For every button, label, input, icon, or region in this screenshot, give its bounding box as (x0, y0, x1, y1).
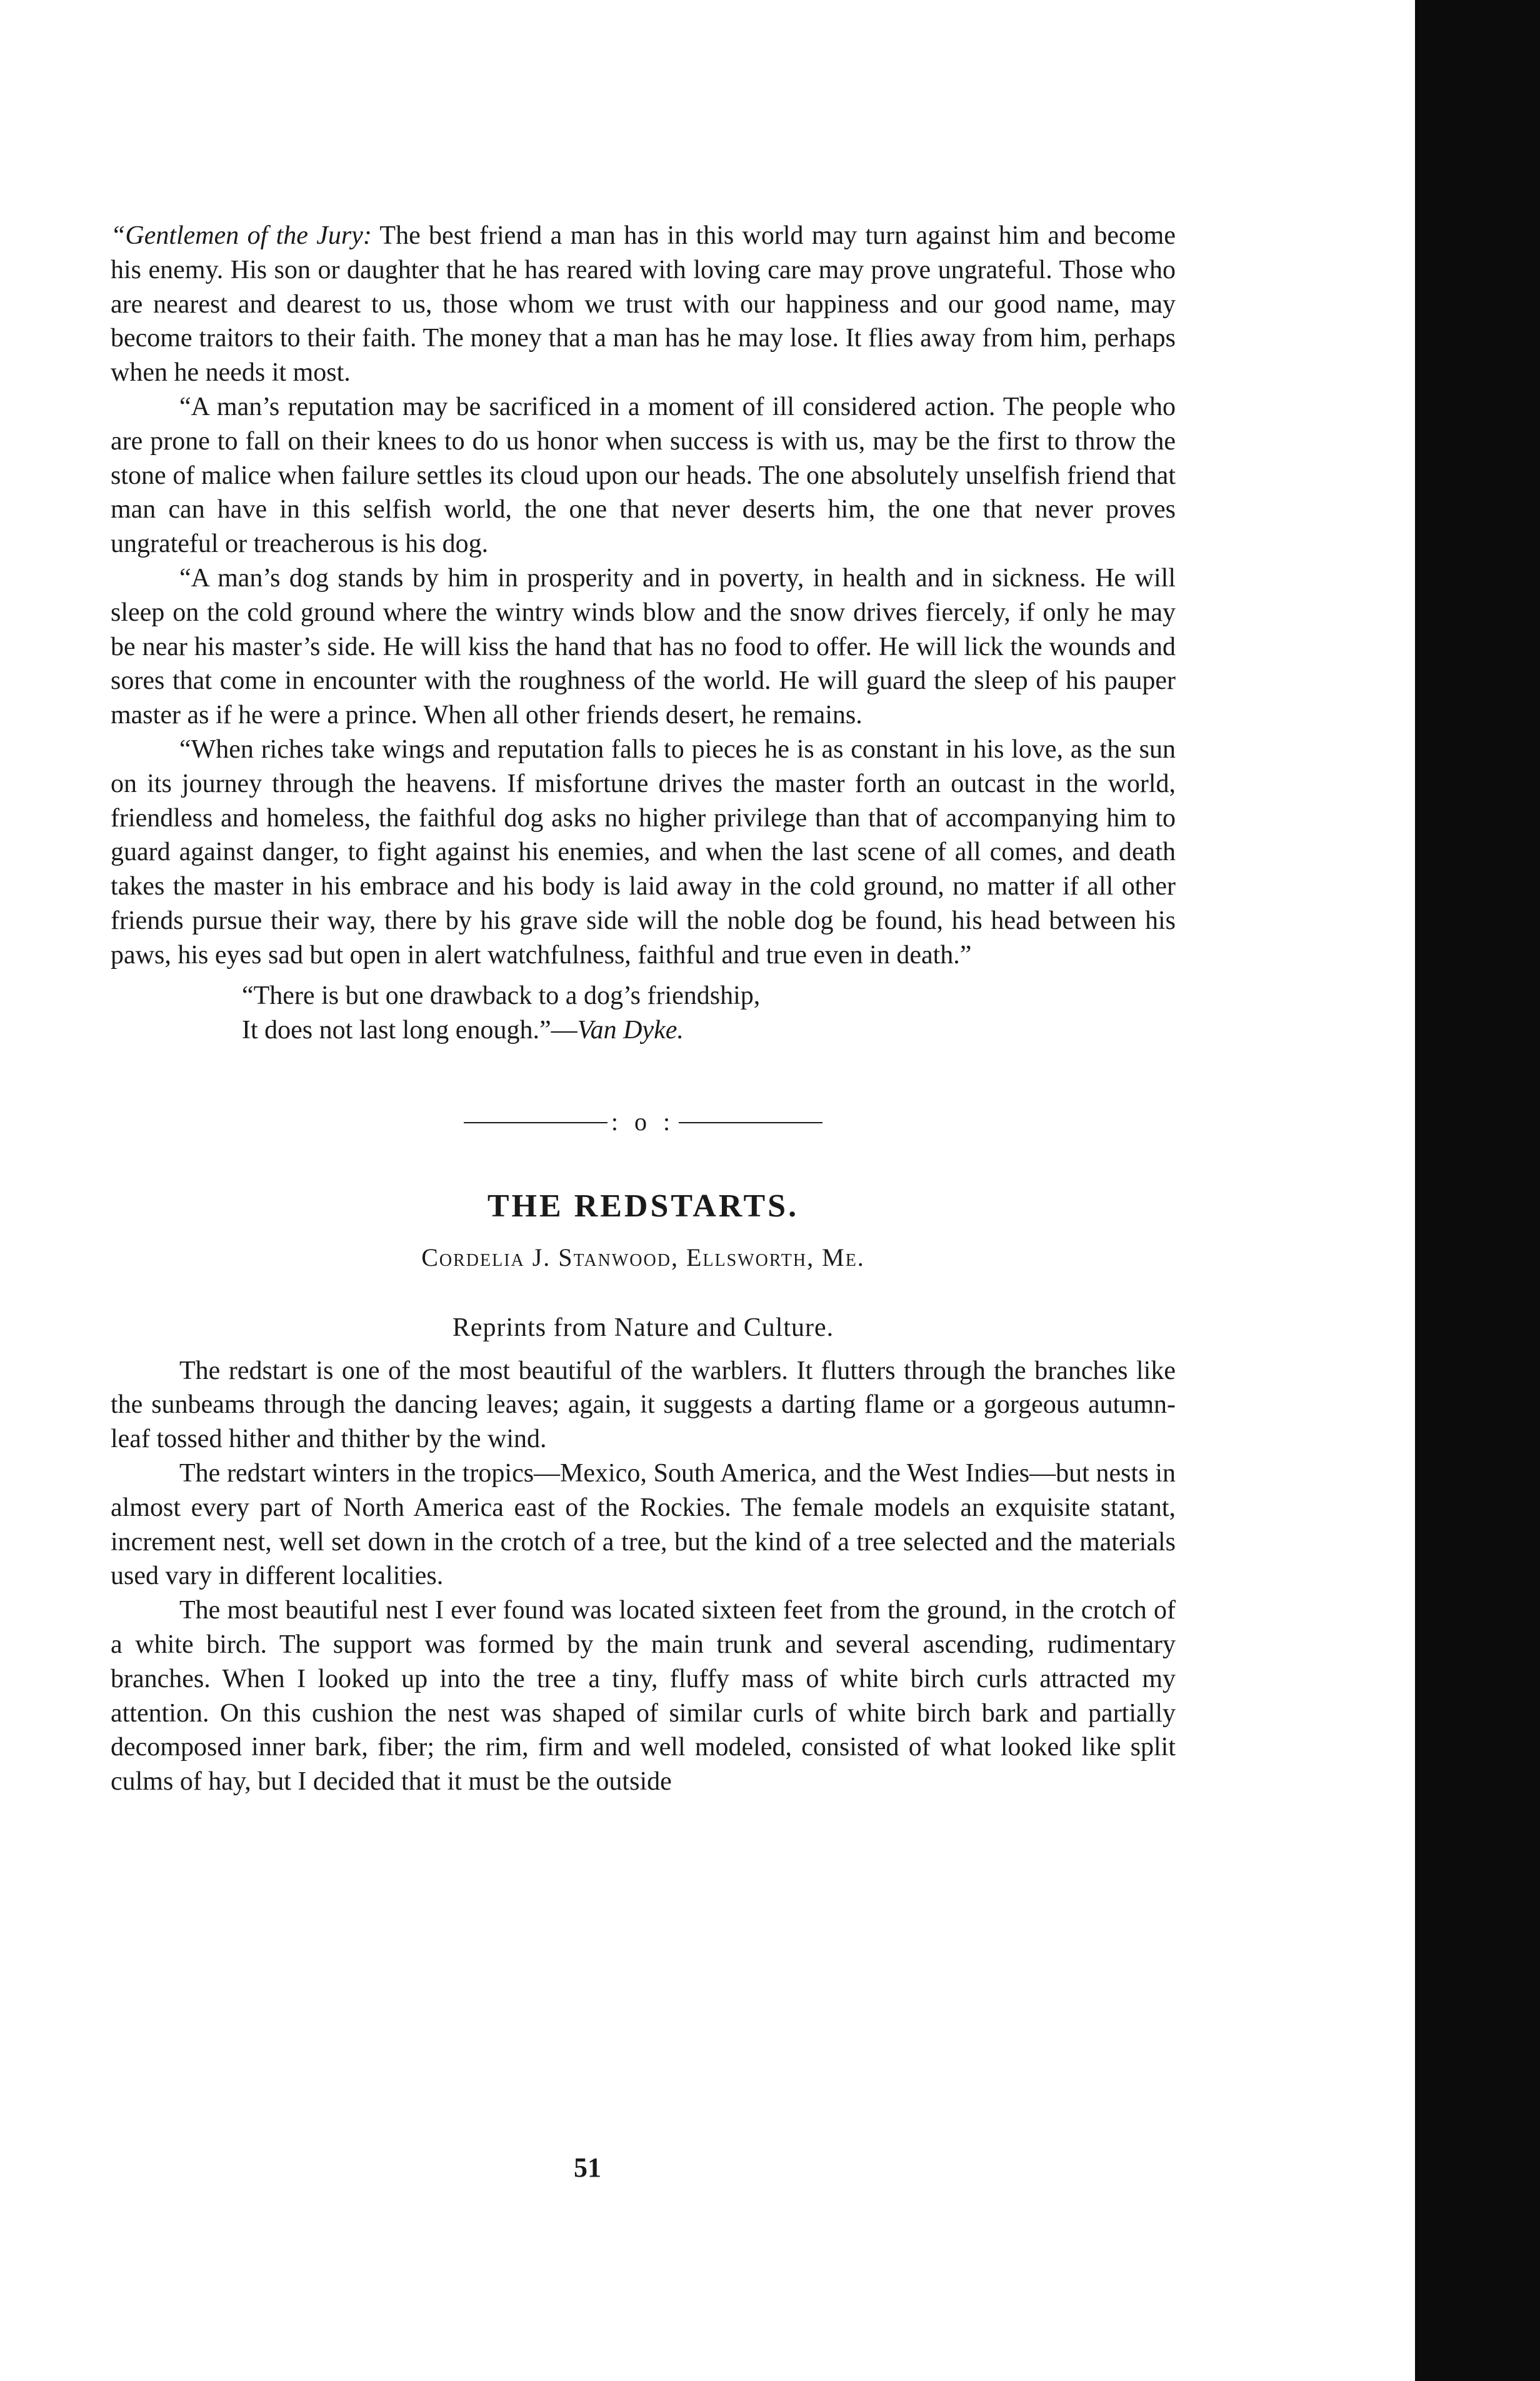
quote-paragraph-3: “A man’s dog stands by him in prosperity and in poverty, in health and in sickness. He will sleep on the cold ground where the wintry winds blow and the snow drives fiercely, if only he may be near his master’s side. He will kiss the hand that has no food to offer. He will lick the wounds and sores that come in encounter with the roughness of the world. He will guard the sleep of his pauper master as if he were a prince. When all other friends desert, he remains. (111, 563, 1176, 730)
quote-section (111, 219, 1176, 1048)
article-title: THE REDSTARTS. (487, 1188, 799, 1224)
poem-line-1: “There is but one drawback to a dog’s friendship, (242, 981, 761, 1010)
page-number: 51 (574, 2152, 601, 2183)
poem-line-2-text: It does not last long enough.”— (242, 1015, 578, 1045)
epigraph-poem (242, 979, 1176, 1048)
divider-mark: : o : (611, 1108, 676, 1136)
quote-paragraph-2: “A man’s reputation may be sacrificed in a moment of ill considered action. The people who are prone to fall on their knees to do us honor when success is with us, may be the first to throw the stone of malice when failure settles its cloud upon our heads. The one absolutely unselfish friend that man can have in this selfish world, the one that never deserts him, the one that never proves ungrateful or treacherous is his dog. (111, 392, 1176, 559)
reprint-note: Reprints from Nature and Culture. (452, 1313, 834, 1342)
article-author: Cordelia J. Stanwood, Ellsworth, Me. (421, 1243, 865, 1271)
article-body (111, 1354, 1176, 1799)
section-divider (111, 1110, 1176, 1135)
quote-paragraph-4: “When riches take wings and reputation falls to pieces he is as constant in his love, as the sun on its journey through the heavens. If misfortune drives the master forth an outcast in the world, friendless and homeless, the faithful dog asks no higher privilege than that of accompanying him to guard against danger, to fight against his enemies, and when the last scene of all comes, and death takes the master in his embrace and his body is laid away in the cold ground, no matter if all other friends pursue their way, there by his grave side will the noble dog be found, his head between his paws, his eyes sad but open in alert watchfulness, faithful and true even in death.” (111, 734, 1176, 970)
article-paragraph-3: The most beautiful nest I ever found was located sixteen feet from the ground, in the crotch of a white birch. The support was formed by the main trunk and several ascending, rudimentary branches. When I looked up into the tree a tiny, fluffy mass of white birch curls attracted my attention. On this cushion the nest was shaped of similar curls of white birch bark and partially decomposed inner bark, fiber; the rim, firm and well modeled, consisted of what looked like split culms of hay, but I decided that it must be the outside (111, 1596, 1176, 1797)
page-body (111, 219, 1176, 1799)
quote-salutation: “Gentlemen of the Jury: (111, 221, 372, 250)
quote-paragraph-1-text: The best friend a man has in this world may turn against him and become his enemy. His son or daughter that he has reared with loving care may prove ungrateful. Those who are nearest and dearest to us, those whom we trust with our happiness and our good name, may become traitors to their faith. The money that a man has he may lose. It flies away from him, perhaps when he needs it most. (111, 221, 1176, 388)
poem-attribution: Van Dyke. (577, 1015, 684, 1045)
article-paragraph-2: The redstart winters in the tropics—Mexico, South America, and the West Indies—but nests in almost every part of North America east of the Rockies. The female models an exquisite statant, increment nest, well set down in the crotch of a tree, but the kind of a tree selected and the materials used vary in different localities. (111, 1458, 1176, 1591)
quote-paragraph-1 (111, 219, 1176, 390)
divider-rule-right (679, 1122, 822, 1123)
poem-line-2 (242, 1013, 1176, 1048)
article-paragraph-1: The redstart is one of the most beautiful of the warblers. It flutters through the branches like the sunbeams through the dancing leaves; again, it suggests a darting flame or a gorgeous autumn-leaf tossed hither and thither by the wind. (111, 1356, 1176, 1454)
scan-edge-shadow (1415, 0, 1540, 2381)
divider-rule-left (464, 1122, 608, 1123)
